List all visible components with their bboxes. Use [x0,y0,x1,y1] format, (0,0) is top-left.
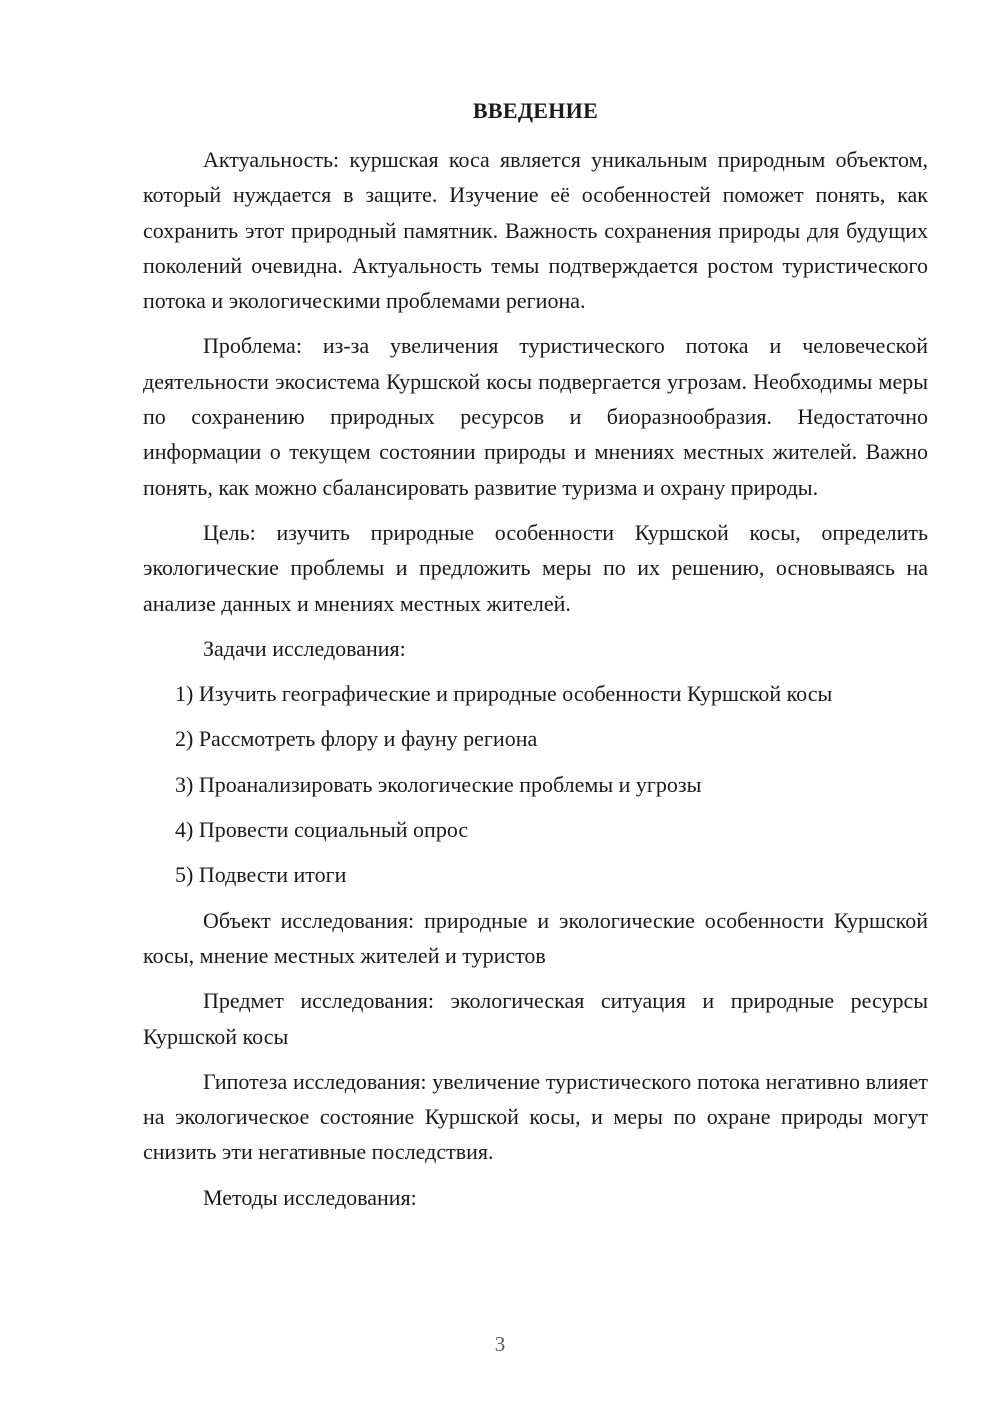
task-item: 1) Изучить географические и природные особенности Куршской косы [175,681,833,707]
paragraph-methods: Методы исследования: [203,1184,417,1210]
page-number: 3 [494,1332,506,1356]
tasks-heading: Задачи исследования: [203,635,406,661]
task-item: 2) Рассмотреть флору и фауну региона [175,726,538,752]
paragraph-subject: Предмет исследования: экологическая ситуация и природные ресурсы Куршской косы [143,988,928,1049]
paragraph-problem: Проблема: из-за увеличения туристического потока и человеческой деятельности экосистема Куршской косы подвергается угрозам. Необходимы меры по сохранению природных ресурсов и биоразнообразия. Недостаточно информации о текущем состоянии природы и мнениях местных жителей. Важно понять, как можно сбалансировать развитие туризма и охрану природы. [143,333,928,500]
document-body [143,142,928,1225]
paragraph-goal: Цель: изучить природные особенности Куршской косы, определить экологические проблемы и предложить меры по их решению, основываясь на анализе данных и мнениях местных жителей. [143,519,928,616]
paragraph-object: Объект исследования: природные и экологические особенности Куршской косы, мнение местных жителей и туристов [143,907,928,968]
task-list [143,676,928,892]
task-item: 5) Подвести итоги [175,862,347,888]
task-item: 3) Проанализировать экологические проблемы и угрозы [175,771,702,797]
page-title: ВВЕДЕНИЕ [472,98,599,123]
paragraph-hypothesis: Гипотеза исследования: увеличение туристического потока негативно влияет на экологическое состояние Куршской косы, и меры по охране природы могут снизить эти негативные последствия. [143,1068,928,1165]
task-item: 4) Провести социальный опрос [175,817,469,843]
paragraph-relevance: Актуальность: куршская коса является уникальным природным объектом, который нуждается в защите. Изучение её особенностей поможет понять, как сохранить этот природный памятник. Важность сохранения природы для будущих поколений очевидна. Актуальность темы подтверждается ростом туристического потока и экологическими проблемами региона. [143,147,928,314]
